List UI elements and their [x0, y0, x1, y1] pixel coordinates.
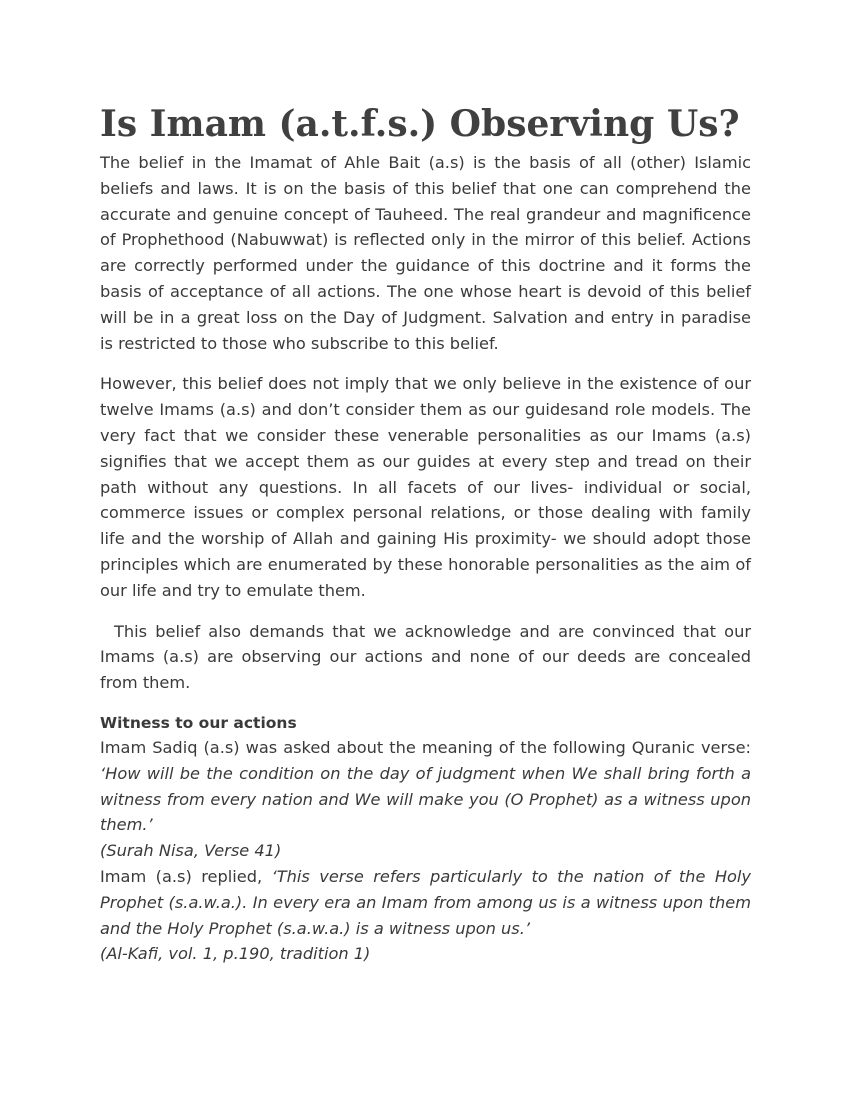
paragraph-guides: However, this belief does not imply that we only believe in the existence of our twelve Imams (a.s) and don’t consider them as our guidesand role models. The very fact that we consider these venerable personalities as our Imams (a.s) signifies that we accept them as our guides at every step and tread on their path without any questions. In all facets of our lives- individual or social, commerce issues or complex personal relations, or those dealing with family life and the worship of Allah and gaining His proximity- we should adopt those principles which are enumerated by these honorable personalities as the aim of our life and try to emulate them.	[100, 374, 751, 600]
page-title: Is Imam (a.t.f.s.) Observing Us?	[100, 103, 740, 145]
paragraph-spacer	[100, 356, 751, 371]
question-paragraph	[100, 735, 751, 838]
paragraph-spacer	[100, 696, 751, 711]
paragraph-observing: This belief also demands that we acknowledge and are convinced that our Imams (a.s) are observing our actions and none of our deeds are concealed from them.	[100, 621, 751, 693]
document-page	[100, 102, 751, 967]
reply-reference: (Al-Kafi, vol. 1, p.190, tradition 1)	[100, 944, 371, 964]
paragraph-spacer	[100, 604, 751, 619]
verse-quote: ‘How will be the condition on the day of judgment when We shall bring forth a witness from every nation and We will make you (O Prophet) as a witness upon them.’	[100, 763, 751, 835]
reply-quote: ‘This verse refers particularly to the nation of the Holy Prophet (s.a.w.a.). In every era an Imam from among us is a witness upon them and the Holy Prophet (s.a.w.a.) is a witness upon us.’	[100, 866, 751, 938]
question-intro: Imam Sadiq (a.s) was asked about the meaning of the following Quranic verse:	[100, 737, 751, 757]
paragraph-imamat-basis: The belief in the Imamat of Ahle Bait (a.s) is the basis of all (other) Islamic beliefs and laws. It is on the basis of this belief that one can comprehend the accurate and genuine concept of Tauheed. The real grandeur and magnificence of Prophethood (Nabuwwat) is reflected only in the mirror of this belief. Actions are correctly performed under the guidance of this doctrine and it forms the basis of acceptance of all actions. The one whose heart is devoid of this belief will be in a great loss on the Day of Judgment. Salvation and entry in paradise is restricted to those who subscribe to this belief.	[100, 153, 751, 353]
verse-reference: (Surah Nisa, Verse 41)	[100, 841, 282, 861]
reply-paragraph	[100, 864, 751, 941]
reply-intro: Imam (a.s) replied,	[100, 866, 272, 886]
section-heading: Witness to our actions	[100, 713, 297, 732]
